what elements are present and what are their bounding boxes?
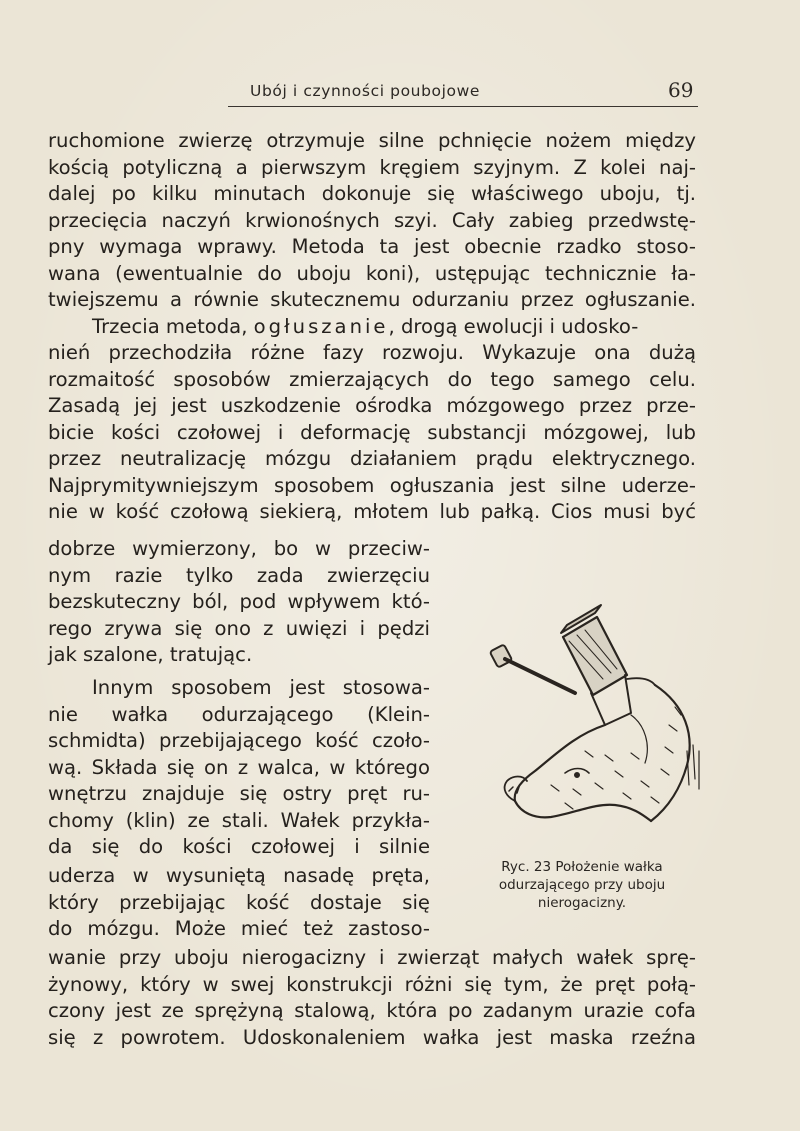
text-line: Zasadą jej jest uszkodzenie ośrodka mózgowego przez prze- — [48, 394, 696, 417]
text-line: jak szalone, tratując. — [48, 643, 253, 666]
figure-caption — [462, 858, 702, 912]
pig-head-drawing — [505, 678, 699, 821]
text-line: żynowy, który w swej konstrukcji różni się tym, że pręt połą- — [48, 972, 696, 996]
text-line: nie wałka odurzającego (Klein- — [48, 702, 430, 726]
text-line: Najprymitywniejszym sposobem ogłuszania jest silne uderze- — [48, 473, 696, 497]
text-line: pny wymaga wprawy. Metoda ta jest obecnie rzadko stoso- — [48, 235, 696, 258]
paragraph-first-line — [92, 314, 696, 341]
text-line: dalej po kilku minutach dokonuje się właściwego uboju, tj. — [48, 182, 696, 205]
text-line: nym razie tylko zada zwierzęciu — [48, 563, 430, 587]
caption-line: odurzającego przy uboju — [498, 877, 666, 893]
text-run: Trzecia metoda, — [92, 314, 254, 338]
text-line: twiejszemu a równie skutecznemu odurzaniu przez ogłuszanie. — [48, 288, 696, 311]
text-line: wanie przy uboju nierogacizny i zwierząt małych wałek sprę- — [48, 946, 696, 969]
text-line: do mózgu. Może mieć też zastoso- — [48, 917, 430, 940]
page-number: 69 — [668, 78, 694, 102]
text-line: bezskuteczny ból, pod wpływem któ- — [48, 590, 430, 613]
text-line: wnętrzu znajduje się ostry pręt ru- — [48, 782, 430, 805]
text-line: uderza w wysuniętą nasadę pręta, — [48, 864, 430, 887]
figure-illustration — [455, 575, 710, 855]
text-line: dobrze wymierzony, bo w przeciw- — [48, 537, 430, 560]
text-line: który przebijając kość dostaje się — [48, 890, 430, 914]
header-rule — [228, 106, 698, 107]
text-line: kością potyliczną a pierwszym kręgiem szyjnym. Z kolei naj- — [48, 155, 696, 179]
text-line: nień przechodziła różne fazy rozwoju. Wykazuje ona dużą — [48, 341, 696, 364]
text-line: nie w kość czołową siekierą, młotem lub pałką. Cios musi być — [48, 500, 696, 523]
text-run: , drogą ewolucji i udosko- — [388, 314, 639, 338]
running-title: Ubój i czynności poubojowe — [250, 82, 480, 100]
text-line: się z powrotem. Udoskonaleniem wałka jest maska rzeźna — [48, 1025, 696, 1049]
text-line: rozmaitość sposobów zmierzających do tego samego celu. — [48, 367, 696, 391]
text-line: ruchomione zwierzę otrzymuje silne pchnięcie nożem między — [48, 129, 696, 152]
text-line: wana (ewentualnie do uboju koni), ustępując technicznie ła- — [48, 261, 696, 285]
emphasized-term: ogłuszanie — [253, 314, 389, 338]
text-line: rego zrywa się ono z uwięzi i pędzi — [48, 616, 430, 640]
text-line: przecięcia naczyń krwionośnych szyi. Cały zabieg przedwstę- — [48, 208, 696, 232]
text-line: wą. Składa się on z walca, w którego — [48, 755, 430, 779]
caption-line: Ryc. 23 Położenie wałka — [501, 859, 663, 875]
stunning-bolt-drawing — [490, 605, 631, 725]
text-line: przez neutralizację mózgu działaniem prądu elektrycznego. — [48, 447, 696, 470]
text-line: da się do kości czołowej i silnie — [48, 835, 430, 858]
caption-line: nierogacizny. — [537, 895, 627, 911]
text-line: schmidta) przebijającego kość czoło- — [48, 729, 430, 752]
text-line: chomy (klin) ze stali. Wałek przykła- — [48, 808, 430, 832]
text-line: bicie kości czołowej i deformację substancji mózgowej, lub — [48, 420, 696, 444]
text-line: czony jest ze sprężyną stalową, która po zadanym urazie cofa — [48, 999, 696, 1022]
paragraph-first-line: Innym sposobem jest stosowa- — [92, 676, 430, 699]
